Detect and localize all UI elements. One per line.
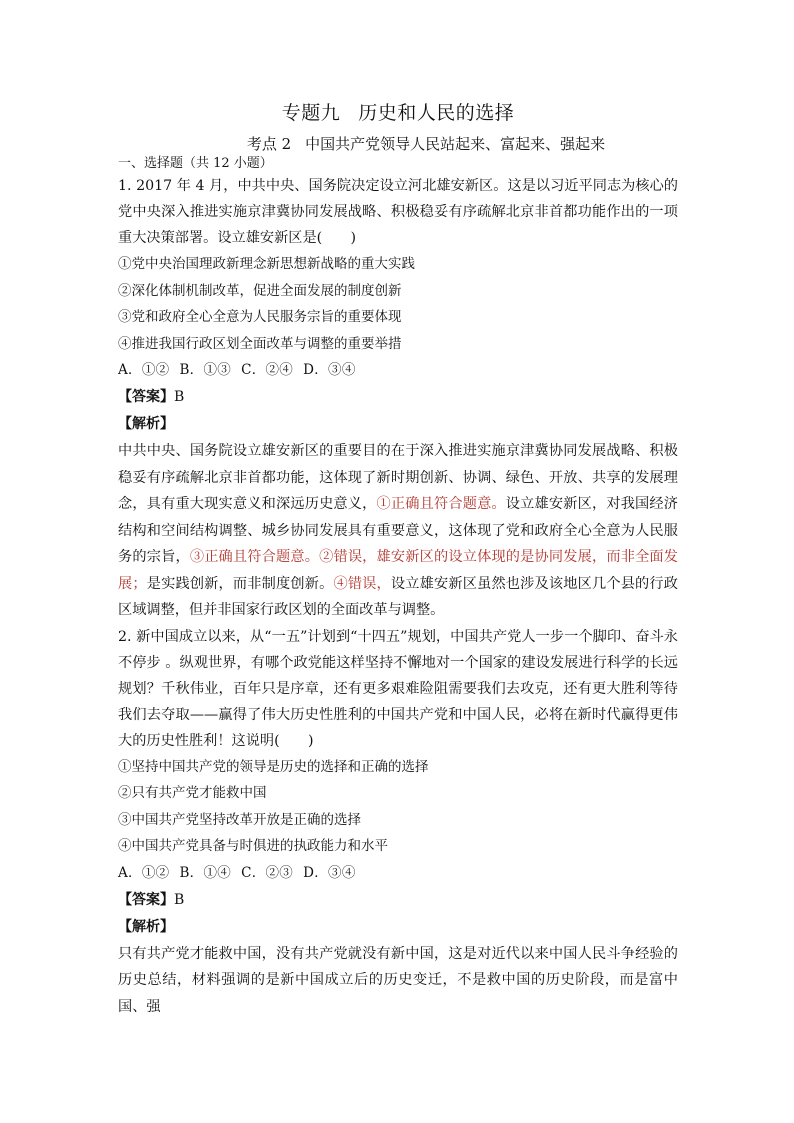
analysis-segment: 是实践创新，而非制度创新。 xyxy=(146,575,334,592)
title-theme: 历史和人民的选择 xyxy=(358,102,515,124)
question-2-option: ③中国共产党坚持改革开放是正确的选择 xyxy=(118,811,361,828)
analysis-segment: 中共中央、国务院设立雄安新区的重要目的在于深入推进实施京津冀协同发展战略、积极稳妥有序疏解北京非首都功能，这体现了新时期创新、协调、绿色、开放、共享的发展理念，具有重大现实意义和深远历史意义， xyxy=(118,443,678,512)
choice-b: B．①④ xyxy=(179,864,232,881)
section-heading: 一、选择题（共 12 小题） xyxy=(118,156,273,171)
analysis-segment-highlight: ③正确且符合题意。②错误，雄安新区的设立体现的是协同发展，而非全面发展； xyxy=(118,549,678,592)
question-2-analysis: 只有共产党才能救中国，没有共产党就没有新中国，这是对近代以来中国人民斗争经验的历史总结，材料强调的是新中国成立后的历史变迁，不是救中国的历史阶段，而是富中国、强 xyxy=(118,945,678,1015)
subtitle-text: 中国共产党领导人民站起来、富起来、强起来 xyxy=(305,135,606,153)
document-page xyxy=(118,96,678,1020)
question-1-option: ①党中央治国理政新理念新思想新战略的重大实践 xyxy=(118,256,415,272)
question-1-answer xyxy=(118,384,678,411)
choice-d: D．③④ xyxy=(303,362,356,378)
question-1-option: ②深化体制机制改革，促进全面发展的制度创新 xyxy=(118,282,402,299)
choice-c: C．②④ xyxy=(241,362,294,378)
question-1-choices xyxy=(118,357,678,384)
choice-a: A．①② xyxy=(118,864,170,881)
answer-value: B xyxy=(174,389,185,405)
question-1-option: ③党和政府全心全意为人民服务宗旨的重要体现 xyxy=(118,309,402,325)
question-2-answer xyxy=(118,887,678,914)
choice-b: B．①③ xyxy=(179,362,232,378)
answer-value: B xyxy=(174,891,185,908)
page-title xyxy=(118,98,678,125)
answer-label: 【答案】 xyxy=(118,389,174,405)
question-1-option: ④推进我国行政区划全面改革与调整的重要举措 xyxy=(118,335,402,352)
question-2-option: ①坚持中国共产党的领导是历史的选择和正确的选择 xyxy=(118,758,429,775)
page-subtitle xyxy=(118,133,678,154)
analysis-segment: 设立雄安新区，对我国经济结构和空间结构调整、城乡协同发展具有重要意义，这体现了党和政府全心全意为人民服务的宗旨， xyxy=(118,496,678,565)
question-2-stem: 2. 新中国成立以来，从“一五”计划到“十四五”规划，中国共产党人一步一个脚印、奋斗永不停步 。纵观世界，有哪个政党能这样坚持不懈地对一个国家的建设发展进行科学的长远规划？千秋伟业，百年只是序章，还有更多艰难险阻需要我们去攻克，还有更大胜利等待我们去夺取——赢得了伟大历史性胜利的中国共产党和中国人民，必将在新时代赢得更伟大的历史性胜利！这说明( ) xyxy=(118,628,678,749)
choice-d: D．③④ xyxy=(303,864,356,881)
choice-a: A．①② xyxy=(118,362,170,378)
question-1-stem: 1. 2017 年 4 月，中共中央、国务院决定设立河北雄安新区。这是以习近平同志为核心的党中央深入推进实施京津冀协同发展战略、积极稳妥有序疏解北京非首都功能作出的一项重大决策部署。设立雄安新区是( ) xyxy=(118,178,678,246)
question-1-analysis-label: 【解析】 xyxy=(118,416,174,432)
subtitle-point: 考点 2 xyxy=(246,135,292,153)
question-2-choices xyxy=(118,860,678,887)
question-2-option: ②只有共产党才能救中国 xyxy=(118,785,267,801)
choice-c: C．②③ xyxy=(241,864,294,881)
analysis-segment-highlight: ①正确且符合题意。 xyxy=(376,496,506,512)
title-topic: 专题九 xyxy=(281,102,341,124)
answer-label: 【答案】 xyxy=(118,891,174,908)
question-1-analysis xyxy=(118,438,678,624)
question-2-option: ④中国共产党具备与时俱进的执政能力和水平 xyxy=(118,838,388,854)
analysis-segment: 设立雄安新区虽然也涉及该地区几个县的行政区域调整，但并非国家行政区划的全面改革与调整。 xyxy=(118,575,678,618)
question-2-analysis-label: 【解析】 xyxy=(118,918,174,935)
analysis-segment-highlight: ④错误， xyxy=(333,575,391,592)
